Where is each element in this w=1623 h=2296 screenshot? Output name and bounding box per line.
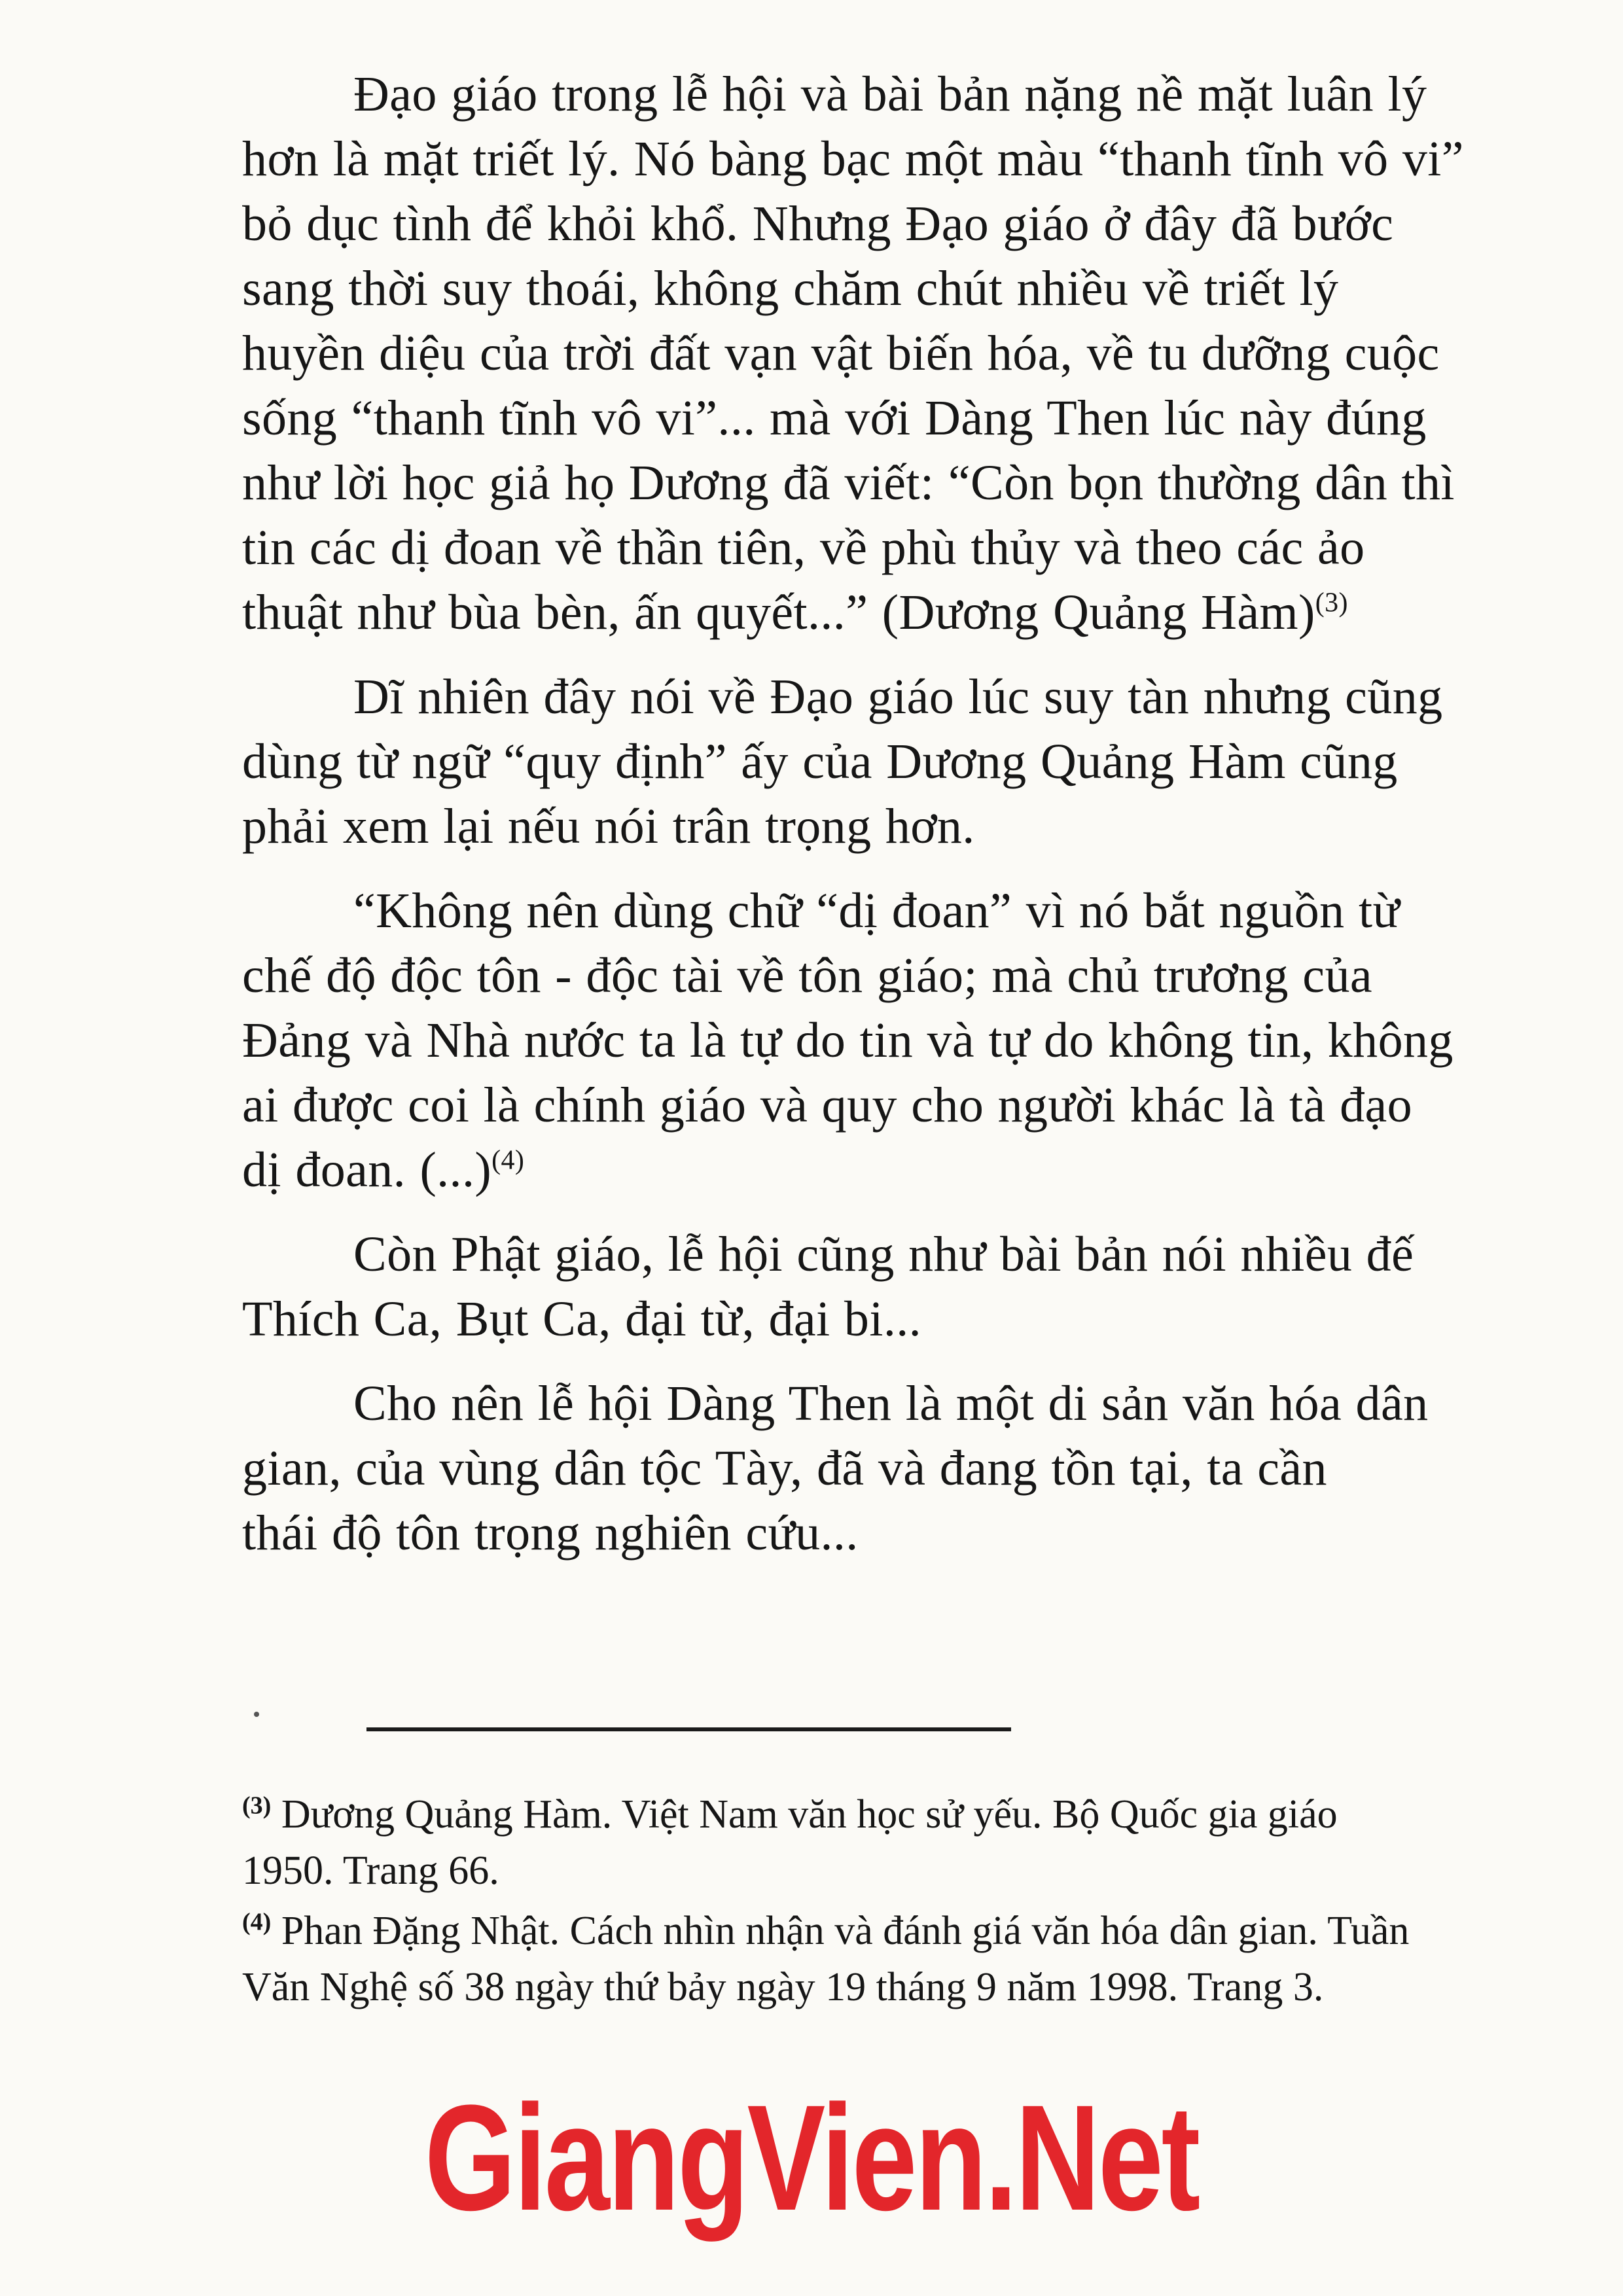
footnote-3-mark: (3) bbox=[242, 1792, 272, 1820]
paragraph-buddhism-text: Còn Phật giáo, lễ hội cũng như bài bản nói nhiều đế Thích Ca, Bụt Ca, đại từ, đại bi... bbox=[242, 1227, 1414, 1347]
footnotes bbox=[242, 1786, 1577, 2015]
paragraph-buddhism bbox=[242, 1222, 1564, 1352]
paragraph-taoism bbox=[242, 62, 1564, 645]
paragraph-conclusion bbox=[242, 1371, 1564, 1566]
paragraph-decline-text: Dĩ nhiên đây nói về Đạo giáo lúc suy tàn nhưng cũng dùng từ ngữ “quy định” ấy của Dương Quảng Hàm cũng phải xem lại nếu nói trân trọng hơn. bbox=[242, 669, 1443, 854]
footnote-separator bbox=[366, 1727, 1011, 1731]
paragraph-decline bbox=[242, 665, 1564, 859]
paragraph-taoism-text: Đạo giáo trong lễ hội và bài bản nặng nề mặt luân lý hơn là mặt triết lý. Nó bàng bạc một màu “thanh tĩnh vô vi” bỏ dục tình để khỏi khổ. Nhưng Đạo giáo ở đây đã bước sang thời suy thoái, không chăm chút nhiều về triết lý huyền diệu của trời đất vạn vật biến hóa, về tu dưỡng cuộc sống “thanh tĩnh vô vi”... mà với Dàng Then lúc này đúng như lời học giả họ Dương đã viết: “Còn bọn thường dân thì tin các dị đoan về thần tiên, về phù thủy và theo các ảo thuật như bùa bèn, ấn quyết...” (Dương Quảng Hàm) bbox=[242, 67, 1464, 640]
footnote-ref-3: (3) bbox=[1315, 588, 1348, 618]
watermark-logo: GiangVien.Net bbox=[424, 2074, 1199, 2242]
footnote-3-text: Dương Quảng Hàm. Việt Nam văn học sử yếu. Bộ Quốc gia giáo 1950. Trang 66. bbox=[242, 1792, 1338, 1893]
stray-dot bbox=[254, 1712, 259, 1717]
footnote-ref-4: (4) bbox=[491, 1145, 525, 1176]
footnote-4-text: Phan Đặng Nhật. Cách nhìn nhận và đánh giá văn hóa dân gian. Tuần Văn Nghệ số 38 ngày thứ bảy ngày 19 tháng 9 năm 1998. Trang 3. bbox=[242, 1909, 1410, 2009]
book-page-body bbox=[242, 62, 1564, 1566]
paragraph-quote bbox=[242, 879, 1564, 1203]
footnote-3 bbox=[242, 1786, 1577, 1899]
paragraph-quote-text: “Không nên dùng chữ “dị đoan” vì nó bắt nguồn từ chế độ độc tôn - độc tài về tôn giáo; mà chủ trương của Đảng và Nhà nước ta là tự do tin và tự do không tin, không ai được coi là chính giáo và quy cho người khác là tà đạo dị đoan. (...) bbox=[242, 883, 1454, 1197]
footnote-4 bbox=[242, 1903, 1577, 2015]
paragraph-conclusion-text: Cho nên lễ hội Dàng Then là một di sản văn hóa dân gian, của vùng dân tộc Tày, đã và đang tồn tại, ta cần thái độ tôn trọng nghiên cứu... bbox=[242, 1376, 1429, 1561]
footnote-4-mark: (4) bbox=[242, 1908, 272, 1936]
